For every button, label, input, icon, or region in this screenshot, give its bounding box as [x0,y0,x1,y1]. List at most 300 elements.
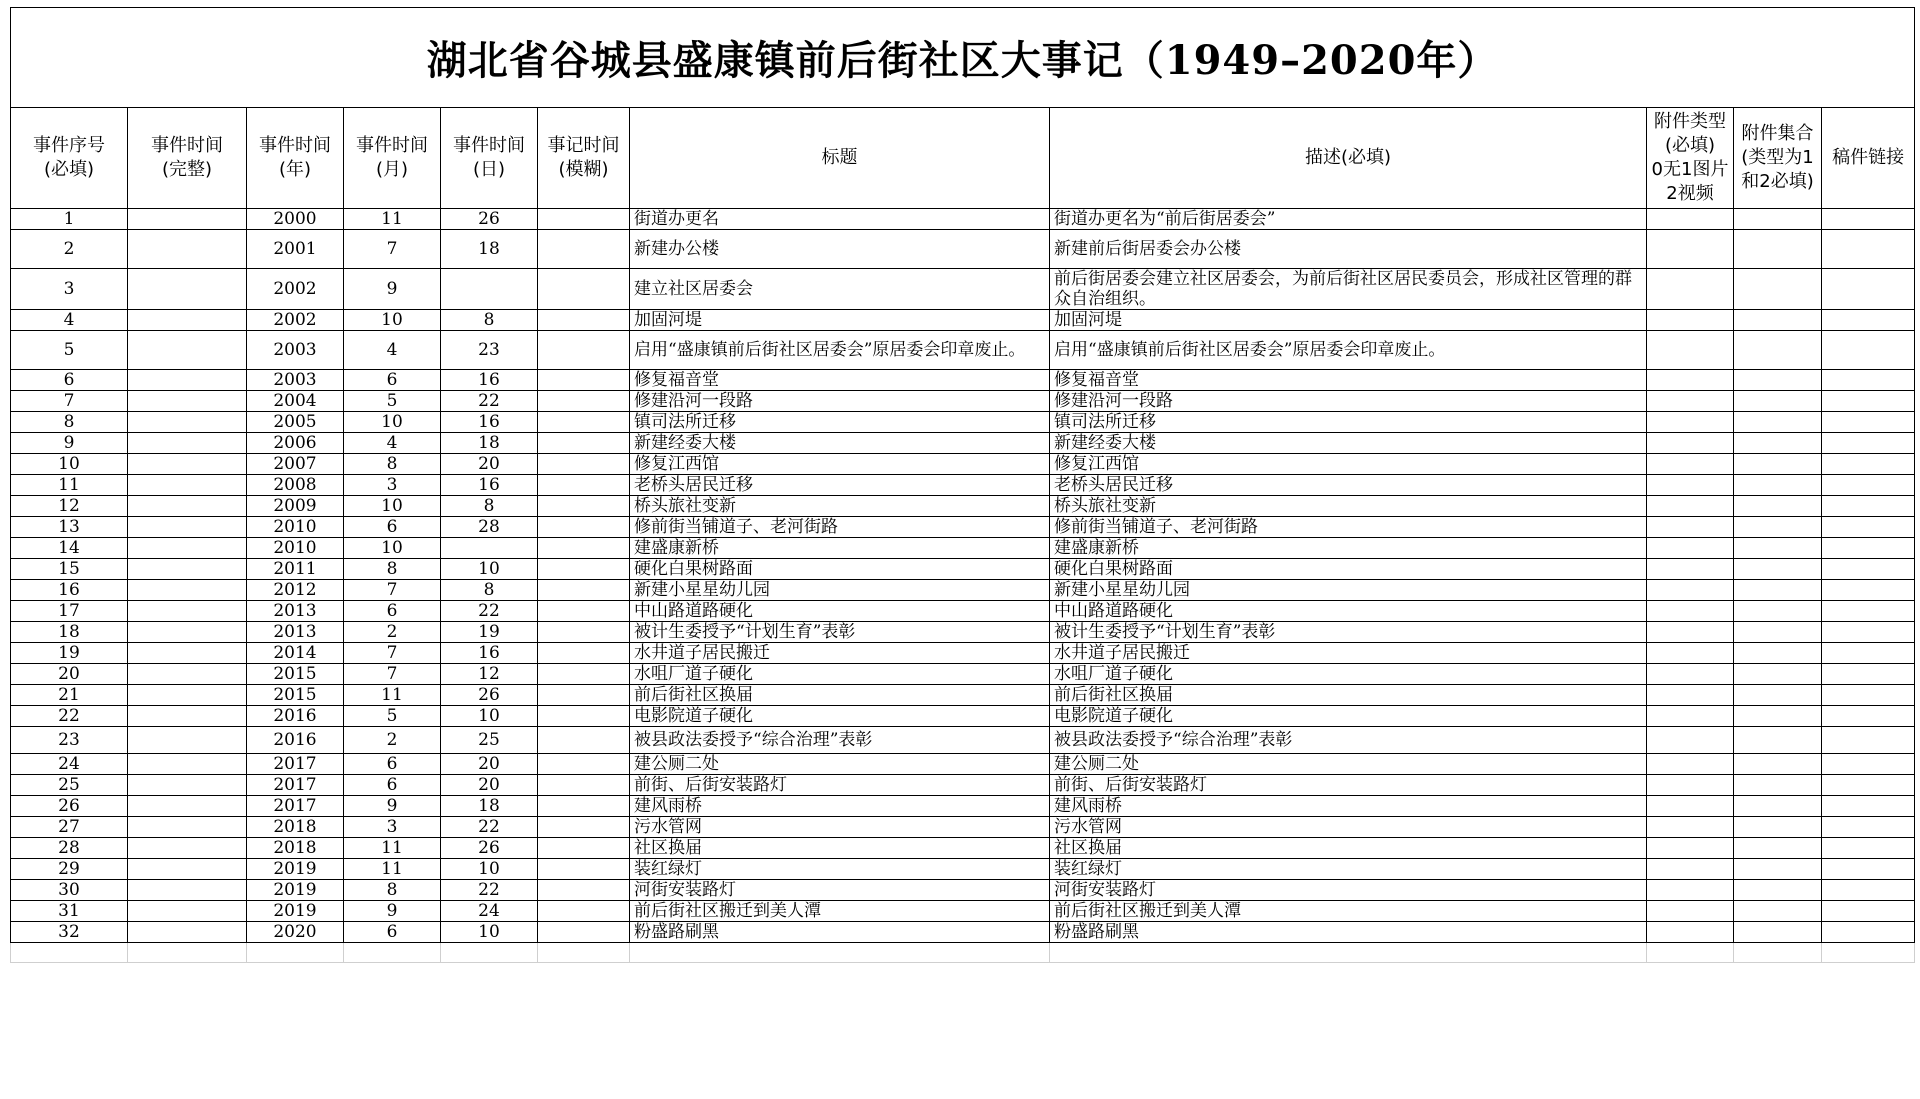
cell-article-link[interactable] [1822,796,1915,817]
cell-title[interactable]: 电影院道子硬化 [630,706,1050,727]
cell-day[interactable]: 23 [441,331,538,370]
cell-attachment-type[interactable] [1647,817,1734,838]
cell-attachment-type[interactable] [1647,622,1734,643]
cell-attachment-set[interactable] [1734,230,1822,269]
cell-attachment-type[interactable] [1647,838,1734,859]
cell-day[interactable]: 20 [441,775,538,796]
cell-fuzzy-time[interactable] [538,433,630,454]
cell-month[interactable]: 3 [344,817,441,838]
cell-description[interactable]: 粉盛路刷黑 [1050,922,1647,943]
cell-fuzzy-time[interactable] [538,664,630,685]
cell-title[interactable]: 修建沿河一段路 [630,391,1050,412]
cell-event-no[interactable]: 12 [11,496,128,517]
empty-cell[interactable] [441,943,538,963]
cell-fuzzy-time[interactable] [538,209,630,230]
cell-attachment-set[interactable] [1734,880,1822,901]
cell-year[interactable]: 2019 [247,880,344,901]
cell-article-link[interactable] [1822,622,1915,643]
cell-description[interactable]: 新建经委大楼 [1050,433,1647,454]
cell-time-full[interactable] [128,706,247,727]
cell-year[interactable]: 2008 [247,475,344,496]
cell-event-no[interactable]: 16 [11,580,128,601]
cell-fuzzy-time[interactable] [538,796,630,817]
cell-day[interactable]: 16 [441,412,538,433]
cell-attachment-type[interactable] [1647,601,1734,622]
cell-year[interactable]: 2007 [247,454,344,475]
cell-time-full[interactable] [128,209,247,230]
cell-fuzzy-time[interactable] [538,538,630,559]
cell-article-link[interactable] [1822,817,1915,838]
cell-year[interactable]: 2000 [247,209,344,230]
cell-year[interactable]: 2010 [247,517,344,538]
cell-description[interactable]: 污水管网 [1050,817,1647,838]
cell-title[interactable]: 前后街社区换届 [630,685,1050,706]
cell-article-link[interactable] [1822,838,1915,859]
cell-attachment-type[interactable] [1647,880,1734,901]
cell-day[interactable]: 28 [441,517,538,538]
cell-article-link[interactable] [1822,706,1915,727]
cell-fuzzy-time[interactable] [538,727,630,754]
cell-fuzzy-time[interactable] [538,517,630,538]
cell-month[interactable]: 8 [344,454,441,475]
cell-event-no[interactable]: 22 [11,706,128,727]
cell-event-no[interactable]: 24 [11,754,128,775]
cell-attachment-type[interactable] [1647,370,1734,391]
cell-time-full[interactable] [128,269,247,310]
cell-title[interactable]: 被县政法委授予“综合治理”表彰 [630,727,1050,754]
cell-event-no[interactable]: 18 [11,622,128,643]
cell-month[interactable]: 6 [344,370,441,391]
cell-month[interactable]: 10 [344,310,441,331]
cell-attachment-set[interactable] [1734,754,1822,775]
cell-time-full[interactable] [128,370,247,391]
cell-description[interactable]: 社区换届 [1050,838,1647,859]
cell-time-full[interactable] [128,517,247,538]
cell-attachment-type[interactable] [1647,331,1734,370]
cell-time-full[interactable] [128,685,247,706]
cell-day[interactable]: 10 [441,559,538,580]
cell-time-full[interactable] [128,310,247,331]
cell-attachment-set[interactable] [1734,559,1822,580]
cell-year[interactable]: 2019 [247,859,344,880]
cell-fuzzy-time[interactable] [538,230,630,269]
cell-attachment-set[interactable] [1734,796,1822,817]
cell-title[interactable]: 污水管网 [630,817,1050,838]
cell-attachment-type[interactable] [1647,775,1734,796]
cell-title[interactable]: 装红绿灯 [630,859,1050,880]
cell-attachment-set[interactable] [1734,859,1822,880]
cell-description[interactable]: 建盛康新桥 [1050,538,1647,559]
cell-article-link[interactable] [1822,391,1915,412]
cell-title[interactable]: 建立社区居委会 [630,269,1050,310]
cell-article-link[interactable] [1822,370,1915,391]
cell-day[interactable]: 19 [441,622,538,643]
empty-cell[interactable] [1822,943,1915,963]
cell-time-full[interactable] [128,391,247,412]
cell-attachment-set[interactable] [1734,331,1822,370]
cell-attachment-set[interactable] [1734,838,1822,859]
cell-attachment-type[interactable] [1647,454,1734,475]
cell-day[interactable]: 8 [441,310,538,331]
cell-time-full[interactable] [128,817,247,838]
cell-attachment-set[interactable] [1734,496,1822,517]
cell-description[interactable]: 镇司法所迁移 [1050,412,1647,433]
cell-article-link[interactable] [1822,754,1915,775]
cell-year[interactable]: 2013 [247,601,344,622]
cell-year[interactable]: 2017 [247,796,344,817]
cell-attachment-set[interactable] [1734,727,1822,754]
cell-article-link[interactable] [1822,664,1915,685]
cell-month[interactable]: 7 [344,230,441,269]
cell-attachment-type[interactable] [1647,496,1734,517]
cell-day[interactable]: 10 [441,706,538,727]
cell-year[interactable]: 2015 [247,664,344,685]
cell-event-no[interactable]: 10 [11,454,128,475]
cell-description[interactable]: 装红绿灯 [1050,859,1647,880]
cell-time-full[interactable] [128,601,247,622]
cell-description[interactable]: 前后街居委会建立社区居委会，为前后街社区居民委员会，形成社区管理的群众自治组织。 [1050,269,1647,310]
cell-month[interactable]: 7 [344,664,441,685]
cell-year[interactable]: 2009 [247,496,344,517]
cell-fuzzy-time[interactable] [538,838,630,859]
header-time-year[interactable]: 事件时间 (年) [247,108,344,209]
cell-description[interactable]: 中山路道路硬化 [1050,601,1647,622]
cell-time-full[interactable] [128,643,247,664]
cell-attachment-type[interactable] [1647,269,1734,310]
cell-description[interactable]: 水咀厂道子硬化 [1050,664,1647,685]
cell-title[interactable]: 修复福音堂 [630,370,1050,391]
cell-event-no[interactable]: 29 [11,859,128,880]
cell-month[interactable]: 11 [344,838,441,859]
cell-description[interactable]: 河街安装路灯 [1050,880,1647,901]
cell-title[interactable]: 老桥头居民迁移 [630,475,1050,496]
cell-event-no[interactable]: 17 [11,601,128,622]
cell-article-link[interactable] [1822,559,1915,580]
cell-month[interactable]: 7 [344,580,441,601]
cell-attachment-type[interactable] [1647,727,1734,754]
cell-article-link[interactable] [1822,433,1915,454]
cell-month[interactable]: 11 [344,685,441,706]
cell-article-link[interactable] [1822,538,1915,559]
cell-event-no[interactable]: 27 [11,817,128,838]
cell-time-full[interactable] [128,433,247,454]
cell-article-link[interactable] [1822,269,1915,310]
cell-title[interactable]: 前街、后街安装路灯 [630,775,1050,796]
cell-year[interactable]: 2012 [247,580,344,601]
cell-event-no[interactable]: 28 [11,838,128,859]
cell-attachment-type[interactable] [1647,433,1734,454]
cell-description[interactable]: 前街、后街安装路灯 [1050,775,1647,796]
cell-title[interactable]: 新建办公楼 [630,230,1050,269]
cell-day[interactable]: 16 [441,643,538,664]
cell-time-full[interactable] [128,901,247,922]
page-title[interactable]: 湖北省谷城县盛康镇前后街社区大事记（1949–2020年） [11,8,1915,108]
cell-day[interactable]: 22 [441,601,538,622]
cell-attachment-type[interactable] [1647,922,1734,943]
cell-year[interactable]: 2006 [247,433,344,454]
cell-article-link[interactable] [1822,475,1915,496]
cell-year[interactable]: 2005 [247,412,344,433]
cell-month[interactable]: 10 [344,538,441,559]
cell-article-link[interactable] [1822,685,1915,706]
cell-title[interactable]: 水井道子居民搬迁 [630,643,1050,664]
cell-description[interactable]: 电影院道子硬化 [1050,706,1647,727]
cell-description[interactable]: 老桥头居民迁移 [1050,475,1647,496]
cell-article-link[interactable] [1822,922,1915,943]
cell-month[interactable]: 5 [344,391,441,412]
cell-time-full[interactable] [128,838,247,859]
empty-cell[interactable] [11,943,128,963]
cell-attachment-set[interactable] [1734,310,1822,331]
cell-attachment-set[interactable] [1734,454,1822,475]
cell-event-no[interactable]: 9 [11,433,128,454]
cell-fuzzy-time[interactable] [538,922,630,943]
cell-time-full[interactable] [128,859,247,880]
cell-article-link[interactable] [1822,230,1915,269]
cell-attachment-type[interactable] [1647,310,1734,331]
cell-event-no[interactable]: 7 [11,391,128,412]
cell-attachment-set[interactable] [1734,580,1822,601]
cell-event-no[interactable]: 6 [11,370,128,391]
cell-fuzzy-time[interactable] [538,901,630,922]
cell-fuzzy-time[interactable] [538,643,630,664]
cell-title[interactable]: 启用“盛康镇前后街社区居委会”原居委会印章废止。 [630,331,1050,370]
cell-fuzzy-time[interactable] [538,580,630,601]
cell-month[interactable]: 3 [344,475,441,496]
cell-description[interactable]: 修建沿河一段路 [1050,391,1647,412]
cell-event-no[interactable]: 15 [11,559,128,580]
cell-event-no[interactable]: 11 [11,475,128,496]
cell-day[interactable]: 25 [441,727,538,754]
cell-time-full[interactable] [128,727,247,754]
cell-article-link[interactable] [1822,209,1915,230]
cell-attachment-set[interactable] [1734,517,1822,538]
cell-article-link[interactable] [1822,310,1915,331]
cell-fuzzy-time[interactable] [538,880,630,901]
cell-attachment-set[interactable] [1734,775,1822,796]
cell-description[interactable]: 建公厕二处 [1050,754,1647,775]
cell-attachment-set[interactable] [1734,412,1822,433]
cell-year[interactable]: 2002 [247,310,344,331]
cell-year[interactable]: 2003 [247,370,344,391]
cell-attachment-type[interactable] [1647,517,1734,538]
cell-attachment-type[interactable] [1647,859,1734,880]
cell-article-link[interactable] [1822,496,1915,517]
header-attachment-type[interactable]: 附件类型 (必填) 0无1图片 2视频 [1647,108,1734,209]
cell-day[interactable]: 16 [441,370,538,391]
cell-fuzzy-time[interactable] [538,859,630,880]
empty-cell[interactable] [247,943,344,963]
cell-event-no[interactable]: 8 [11,412,128,433]
cell-attachment-set[interactable] [1734,922,1822,943]
empty-cell[interactable] [344,943,441,963]
empty-cell[interactable] [128,943,247,963]
cell-title[interactable]: 硬化白果树路面 [630,559,1050,580]
cell-time-full[interactable] [128,454,247,475]
cell-attachment-type[interactable] [1647,664,1734,685]
cell-time-full[interactable] [128,775,247,796]
cell-year[interactable]: 2018 [247,817,344,838]
cell-fuzzy-time[interactable] [538,622,630,643]
cell-year[interactable]: 2001 [247,230,344,269]
cell-day[interactable]: 12 [441,664,538,685]
header-title[interactable]: 标题 [630,108,1050,209]
cell-article-link[interactable] [1822,880,1915,901]
empty-cell[interactable] [1050,943,1647,963]
cell-description[interactable]: 被县政法委授予“综合治理”表彰 [1050,727,1647,754]
cell-year[interactable]: 2014 [247,643,344,664]
header-time-full[interactable]: 事件时间 (完整) [128,108,247,209]
cell-title[interactable]: 前后街社区搬迁到美人潭 [630,901,1050,922]
cell-event-no[interactable]: 21 [11,685,128,706]
cell-attachment-set[interactable] [1734,370,1822,391]
cell-day[interactable]: 22 [441,391,538,412]
cell-attachment-type[interactable] [1647,796,1734,817]
cell-attachment-type[interactable] [1647,230,1734,269]
cell-day[interactable]: 8 [441,580,538,601]
cell-attachment-set[interactable] [1734,269,1822,310]
cell-day[interactable]: 10 [441,859,538,880]
cell-month[interactable]: 6 [344,601,441,622]
cell-month[interactable]: 9 [344,796,441,817]
cell-description[interactable]: 前后街社区换届 [1050,685,1647,706]
cell-attachment-set[interactable] [1734,664,1822,685]
cell-month[interactable]: 4 [344,331,441,370]
cell-time-full[interactable] [128,412,247,433]
cell-event-no[interactable]: 23 [11,727,128,754]
header-article-link[interactable]: 稿件链接 [1822,108,1915,209]
cell-description[interactable]: 新建小星星幼儿园 [1050,580,1647,601]
cell-month[interactable]: 10 [344,412,441,433]
cell-day[interactable]: 26 [441,685,538,706]
cell-article-link[interactable] [1822,859,1915,880]
cell-attachment-type[interactable] [1647,706,1734,727]
cell-time-full[interactable] [128,664,247,685]
cell-title[interactable]: 河街安装路灯 [630,880,1050,901]
cell-description[interactable]: 修前街当铺道子、老河街路 [1050,517,1647,538]
cell-day[interactable]: 22 [441,817,538,838]
cell-year[interactable]: 2017 [247,754,344,775]
cell-attachment-type[interactable] [1647,538,1734,559]
cell-month[interactable]: 6 [344,754,441,775]
cell-year[interactable]: 2011 [247,559,344,580]
cell-time-full[interactable] [128,754,247,775]
cell-attachment-type[interactable] [1647,475,1734,496]
cell-attachment-set[interactable] [1734,901,1822,922]
empty-cell[interactable] [1734,943,1822,963]
cell-day[interactable]: 16 [441,475,538,496]
cell-day[interactable]: 20 [441,454,538,475]
cell-attachment-set[interactable] [1734,433,1822,454]
cell-fuzzy-time[interactable] [538,817,630,838]
cell-attachment-type[interactable] [1647,754,1734,775]
cell-month[interactable]: 6 [344,775,441,796]
cell-event-no[interactable]: 20 [11,664,128,685]
cell-year[interactable]: 2003 [247,331,344,370]
cell-description[interactable]: 硬化白果树路面 [1050,559,1647,580]
cell-attachment-set[interactable] [1734,209,1822,230]
cell-attachment-type[interactable] [1647,643,1734,664]
cell-title[interactable]: 被计生委授予“计划生育”表彰 [630,622,1050,643]
cell-article-link[interactable] [1822,517,1915,538]
cell-year[interactable]: 2013 [247,622,344,643]
cell-attachment-set[interactable] [1734,391,1822,412]
cell-description[interactable]: 新建前后街居委会办公楼 [1050,230,1647,269]
cell-attachment-set[interactable] [1734,601,1822,622]
cell-fuzzy-time[interactable] [538,601,630,622]
cell-fuzzy-time[interactable] [538,370,630,391]
cell-description[interactable]: 建风雨桥 [1050,796,1647,817]
cell-month[interactable]: 6 [344,517,441,538]
cell-description[interactable]: 街道办更名为“前后街居委会” [1050,209,1647,230]
cell-event-no[interactable]: 2 [11,230,128,269]
cell-article-link[interactable] [1822,643,1915,664]
cell-month[interactable]: 5 [344,706,441,727]
cell-attachment-set[interactable] [1734,685,1822,706]
cell-event-no[interactable]: 32 [11,922,128,943]
cell-attachment-type[interactable] [1647,209,1734,230]
cell-month[interactable]: 10 [344,496,441,517]
cell-day[interactable]: 22 [441,880,538,901]
cell-fuzzy-time[interactable] [538,496,630,517]
cell-month[interactable]: 8 [344,559,441,580]
cell-title[interactable]: 建盛康新桥 [630,538,1050,559]
cell-time-full[interactable] [128,496,247,517]
header-event-no[interactable]: 事件序号 (必填) [11,108,128,209]
cell-day[interactable]: 18 [441,796,538,817]
cell-year[interactable]: 2018 [247,838,344,859]
cell-title[interactable]: 粉盛路刷黑 [630,922,1050,943]
cell-event-no[interactable]: 31 [11,901,128,922]
cell-time-full[interactable] [128,580,247,601]
cell-article-link[interactable] [1822,775,1915,796]
cell-fuzzy-time[interactable] [538,454,630,475]
cell-day[interactable] [441,269,538,310]
cell-description[interactable]: 前后街社区搬迁到美人潭 [1050,901,1647,922]
cell-attachment-type[interactable] [1647,559,1734,580]
cell-event-no[interactable]: 26 [11,796,128,817]
cell-description[interactable]: 启用“盛康镇前后街社区居委会”原居委会印章废止。 [1050,331,1647,370]
cell-month[interactable]: 6 [344,922,441,943]
cell-day[interactable]: 26 [441,838,538,859]
cell-year[interactable]: 2002 [247,269,344,310]
cell-title[interactable]: 街道办更名 [630,209,1050,230]
cell-title[interactable]: 修前街当铺道子、老河街路 [630,517,1050,538]
cell-month[interactable]: 9 [344,901,441,922]
cell-attachment-set[interactable] [1734,622,1822,643]
cell-time-full[interactable] [128,230,247,269]
cell-year[interactable]: 2020 [247,922,344,943]
cell-description[interactable]: 水井道子居民搬迁 [1050,643,1647,664]
cell-event-no[interactable]: 14 [11,538,128,559]
cell-fuzzy-time[interactable] [538,706,630,727]
cell-attachment-set[interactable] [1734,538,1822,559]
cell-day[interactable]: 10 [441,922,538,943]
cell-attachment-type[interactable] [1647,685,1734,706]
cell-fuzzy-time[interactable] [538,775,630,796]
cell-event-no[interactable]: 4 [11,310,128,331]
cell-attachment-type[interactable] [1647,901,1734,922]
cell-description[interactable]: 桥头旅社变新 [1050,496,1647,517]
cell-day[interactable]: 18 [441,230,538,269]
cell-article-link[interactable] [1822,727,1915,754]
cell-title[interactable]: 桥头旅社变新 [630,496,1050,517]
cell-time-full[interactable] [128,622,247,643]
cell-description[interactable]: 修复福音堂 [1050,370,1647,391]
cell-day[interactable]: 18 [441,433,538,454]
cell-event-no[interactable]: 1 [11,209,128,230]
cell-title[interactable]: 建公厕二处 [630,754,1050,775]
